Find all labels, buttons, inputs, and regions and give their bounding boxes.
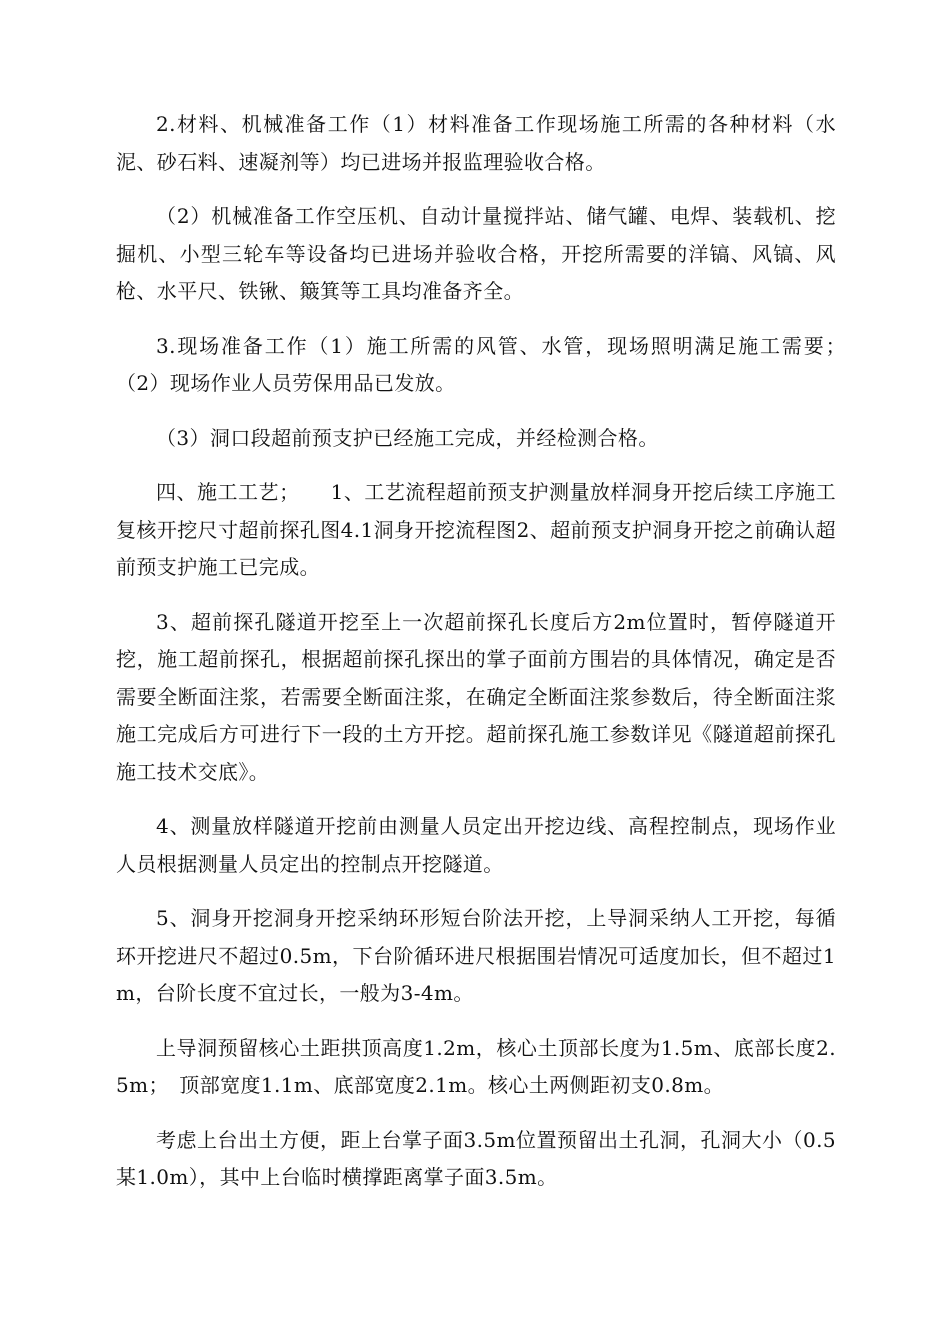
paragraph-survey-layout: 4、测量放样隧道开挖前由测量人员定出开挖边线、高程控制点，现场作业人员根据测量人员定出的控制点开挖隧道。 [116, 814, 836, 876]
paragraph-muck-hole: 考虑上台出土方便，距上台掌子面3.5m位置预留出土孔洞，孔洞大小（0.5某1.0m），其中上台临时横撑距离掌子面3.5m。 [116, 1127, 836, 1189]
paragraph-site-preparation: 3.现场准备工作（1）施工所需的风管、水管，现场照明满足施工需要； （2）现场作业人员劳保用品已发放。 [116, 333, 877, 395]
paragraph-materials-machinery: 2.材料、机械准备工作（1）材料准备工作现场施工所需的各种材料（水泥、砂石料、速凝剂等）均已进场并报监理验收合格。 [116, 112, 836, 174]
paragraph-portal-support: （3）洞口段超前预支护已经施工完成，并经检测合格。 [156, 425, 659, 450]
paragraph-advance-probe-hole: 3、超前探孔隧道开挖至上一次超前探孔长度后方2m位置时，暂停隧道开挖，施工超前探孔，根据超前探孔探出的掌子面前方围岩的具体情况，确定是否需要全断面注浆，若需要全断面注浆，在确定全断面注浆参数后，待全断面注浆施工完成后方可进行下一段的土方开挖。超前探孔施工参数详见《隧道超前探孔施工技术交底》。 [116, 609, 836, 784]
paragraph-machinery-preparation: （2）机械准备工作空压机、自动计量搅拌站、储气罐、电焊、装载机、挖掘机、小型三轮车等设备均已进场并验收合格，开挖所需要的洋镐、风镐、风枪、水平尺、铁锹、簸箕等工具均准备齐全。 [116, 204, 836, 303]
paragraph-core-soil: 上导洞预留核心土距拱顶高度1.2m，核心土顶部长度为1.5m、底部长度2.5m； 顶部宽度1.1m、底部宽度2.1m。核心土两侧距初支0.8m。 [116, 1035, 836, 1097]
document-body [116, 106, 877, 1214]
paragraph-tunnel-excavation: 5、洞身开挖洞身开挖采纳环形短台阶法开挖，上导洞采纳人工开挖，每循环开挖进尺不超过0.5m，下台阶循环进尺根据围岩情况可适度加长，但不超过1m，台阶长度不宜过长，一般为3-4m。 [116, 906, 836, 1005]
paragraph-construction-process: 四、施工工艺； 1、工艺流程超前预支护测量放样洞身开挖后续工序施工复核开挖尺寸超前探孔图4.1洞身开挖流程图2、超前预支护洞身开挖之前确认超前预支护施工已完成。 [116, 480, 836, 579]
